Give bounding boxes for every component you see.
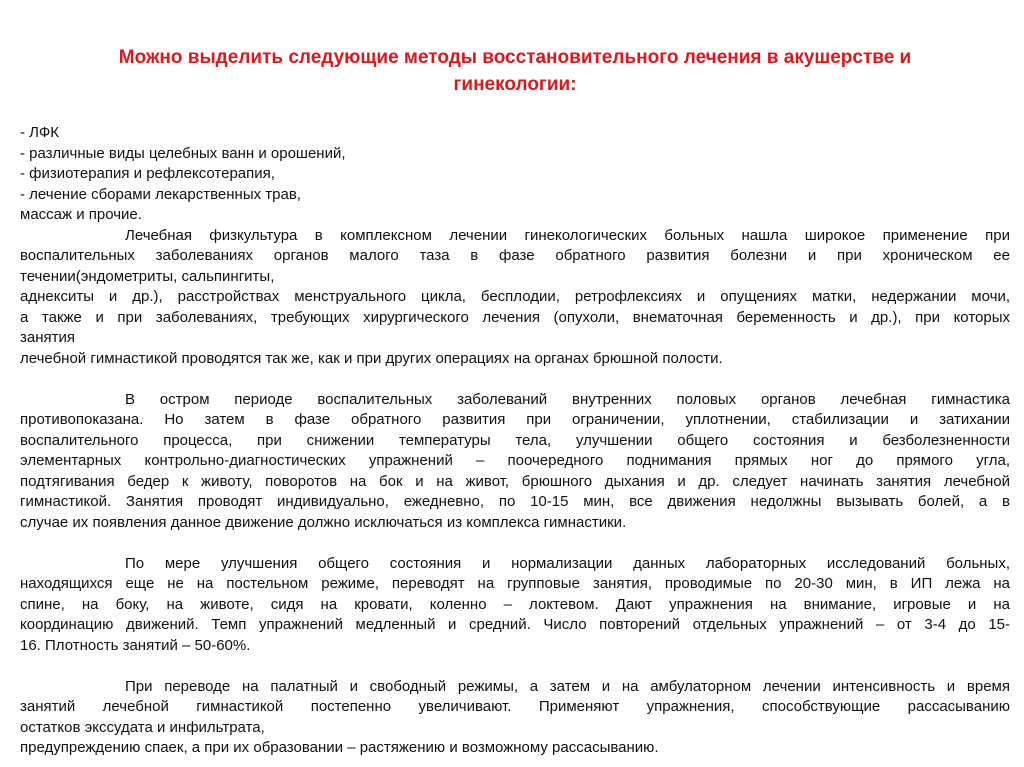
text-line: а также и при заболеваниях, требующих хирургического лечения (опухоли, внематочная беременность и др.), при которых — [20, 308, 1010, 326]
list-item: массаж и прочие. — [20, 206, 142, 223]
list-item: - лечение сборами лекарственных трав, — [20, 185, 301, 203]
text-line: воспалительного процесса, при снижении температуры тела, улучшении общего состояния и безболезненности — [20, 431, 1010, 449]
text-line: элементарных контрольно-диагностических упражнений – поочередного поднимания прямых ног до прямого угла, — [20, 452, 1010, 469]
title-line-2: гинекологии: — [453, 74, 577, 95]
slide-title — [20, 44, 1010, 98]
text-line: 16. Плотность занятий – 50-60%. — [20, 636, 251, 654]
list-item: - физиотерапия и рефлексотерапия, — [20, 165, 275, 182]
text-line: гимнастикой. Занятия проводят индивидуально, ежедневно, по 10-15 мин, все движения недолжны вызывать болей, а в — [20, 493, 1010, 510]
text-line: Лечебная физкультура в комплексном лечении гинекологических больных нашла широкое применение при — [125, 226, 1010, 244]
text-line: воспалительных заболеваниях органов малого таза в фазе обратного развития болезни и при хроническом ее — [20, 247, 1010, 264]
text-line: остатков экссудата и инфильтрата, — [20, 718, 265, 736]
text-line: подтягивания бедер к животу, поворотов на бок и на живот, брюшного дыхания и др. следует начинать занятия лечебной — [20, 472, 1010, 490]
text-line: аднекситы и др.), расстройствах менструального цикла, бесплодии, ретрофлексиях и опущениях матки, недержании мочи, — [20, 288, 1010, 305]
text-line: предупреждению спаек, а при их образовании – растяжению и возможному рассасыванию. — [20, 739, 659, 756]
slide-body — [20, 123, 1010, 759]
paragraph-1 — [20, 226, 1010, 370]
text-line: В остром периоде воспалительных заболеваний внутренних половых органов лечебная гимнастика — [125, 390, 1010, 408]
text-line: занятия — [20, 329, 75, 346]
text-line: лечебной гимнастикой проводятся так же, как и при других операциях на органах брюшной полости. — [20, 349, 723, 367]
paragraph-3 — [20, 554, 1010, 657]
text-line: течении(эндометриты, сальпингиты, — [20, 267, 275, 285]
methods-list — [20, 123, 1010, 226]
paragraph-2 — [20, 390, 1010, 534]
list-item: - различные виды целебных ванн и орошений, — [20, 144, 346, 162]
text-line: находящихся еще не на постельном режиме, переводят на групповые занятия, проводимые по 20-30 мин, в ИП лежа на — [20, 575, 1010, 592]
list-item: - ЛФК — [20, 124, 59, 141]
paragraph-4 — [20, 677, 1010, 759]
text-line: По мере улучшения общего состояния и нормализации данных лабораторных исследований больных, — [125, 554, 1010, 572]
text-line: При переводе на палатный и свободный режимы, а затем и на амбулаторном лечении интенсивность и время — [125, 677, 1010, 695]
text-line: спине, на боку, на животе, сидя на кровати, коленно – локтевом. Дают упражнения на внимание, игровые и на — [20, 595, 1010, 613]
text-line: случае их появления данное движение должно исключаться из комплекса гимнастики. — [20, 513, 627, 531]
text-line: координацию движений. Темп упражнений медленный и средний. Число повторений отдельных упражнений – от 3-4 до 15- — [20, 616, 1010, 633]
text-line: занятий лечебной гимнастикой постепенно увеличивают. Применяют упражнения, способствующие рассасыванию — [20, 698, 1010, 715]
title-line-1: Можно выделить следующие методы восстановительного лечения в акушерстве и — [118, 47, 912, 68]
text-line: противопоказана. Но затем в фазе обратного развития при ограничении, уплотнении, стабилизации и затихании — [20, 411, 1010, 428]
